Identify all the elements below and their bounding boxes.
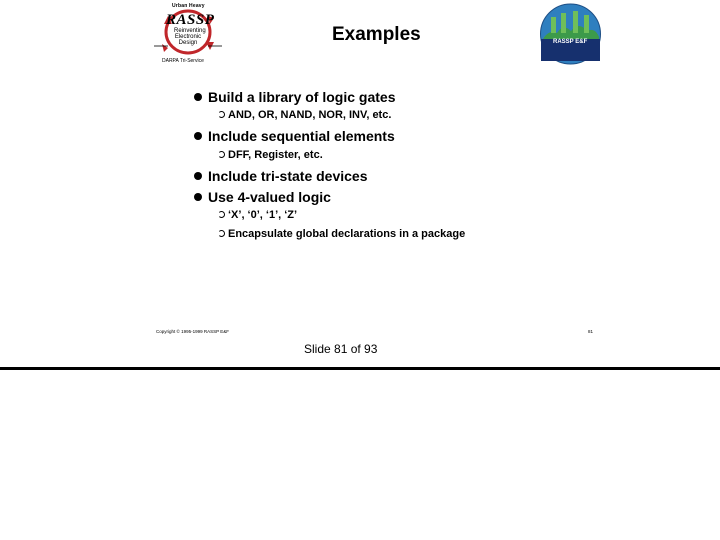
sub-bullet-icon (218, 111, 225, 118)
bullet-dot-icon (194, 132, 202, 140)
bullet-item (194, 189, 331, 205)
sub-bullet-text: Encapsulate global declarations in a package (228, 228, 466, 240)
globe-logo (537, 3, 604, 65)
sub-bullet-item (218, 228, 465, 240)
logo-subtitle (174, 28, 206, 46)
sub-bullet-text: AND, OR, NAND, NOR, INV, etc. (228, 109, 392, 121)
bullet-item (194, 89, 395, 105)
logo-sub-line: Electronic (174, 34, 202, 40)
bullet-dot-icon (194, 172, 202, 180)
separator-line (0, 367, 720, 370)
logo-caption: DARPA Tri-Service (162, 58, 204, 64)
sub-bullet-text: ‘X’, ‘0’, ‘1’, ‘Z’ (228, 209, 298, 221)
sub-bullet-item (218, 109, 391, 121)
bullet-item (194, 128, 395, 144)
sub-bullet-text: DFF, Register, etc. (228, 149, 323, 161)
bullet-text: Use 4-valued logic (208, 189, 331, 205)
sub-bullet-icon (218, 211, 225, 218)
copyright-notice: Copyright © 1995-1999 RASSP E&F (156, 329, 230, 334)
logo-sub-line: Design (178, 40, 198, 46)
sub-bullet-icon (218, 151, 225, 158)
slide-counter: Slide 81 of 93 (304, 342, 378, 356)
bullet-text: Include sequential elements (208, 128, 395, 144)
logo-name: RASSP (166, 12, 215, 28)
bullet-item (194, 168, 368, 184)
logo-top-text: Urban Heavy (172, 3, 205, 9)
bullet-dot-icon (194, 193, 202, 201)
logo-sub-line: Reinventing (174, 28, 206, 34)
bullet-text: Include tri-state devices (208, 168, 368, 184)
bullet-dot-icon (194, 93, 202, 101)
sub-bullet-item (218, 149, 323, 161)
bullet-text: Build a library of logic gates (208, 89, 396, 105)
globe-logo-label: RASSP E&F (553, 39, 588, 45)
slide-title: Examples (332, 24, 421, 45)
sub-bullet-icon (218, 230, 225, 237)
page-number: 81 (588, 329, 594, 334)
sub-bullet-item (218, 209, 297, 221)
